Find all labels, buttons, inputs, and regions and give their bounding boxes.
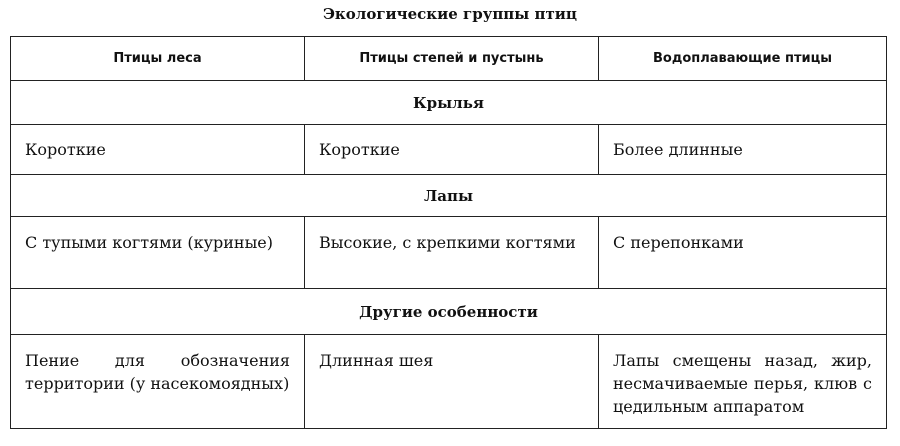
section-heading-legs: Лапы (11, 175, 887, 217)
section-row (11, 175, 887, 217)
table-cell: Высокие, с крепкими когтями (305, 217, 599, 289)
table-cell: С тупыми когтями (куриные) (11, 217, 305, 289)
table-row (11, 335, 887, 429)
table-cell: Длинная шея (305, 335, 599, 429)
section-heading-other: Другие особенности (11, 289, 887, 335)
table-cell: Лапы смещены назад, жир, несмачиваемые перья, клюв с цедильным аппаратом (599, 335, 887, 429)
table-cell: Короткие (11, 125, 305, 175)
column-header-water: Водоплавающие птицы (599, 37, 887, 81)
header-row (11, 37, 887, 81)
table-title: Экологические группы птиц (322, 5, 578, 23)
table-cell: Короткие (305, 125, 599, 175)
column-header-steppe: Птицы степей и пустынь (305, 37, 599, 81)
section-row (11, 81, 887, 125)
section-row (11, 289, 887, 335)
table-row (11, 217, 887, 289)
section-heading-wings: Крылья (11, 81, 887, 125)
table-cell: С перепонками (599, 217, 887, 289)
column-header-forest: Птицы леса (11, 37, 305, 81)
table-cell: Более длинные (599, 125, 887, 175)
table-cell: Пение для обозначения территории (у насекомоядных) (11, 335, 305, 429)
bird-groups-table (10, 36, 887, 429)
table-row (11, 125, 887, 175)
